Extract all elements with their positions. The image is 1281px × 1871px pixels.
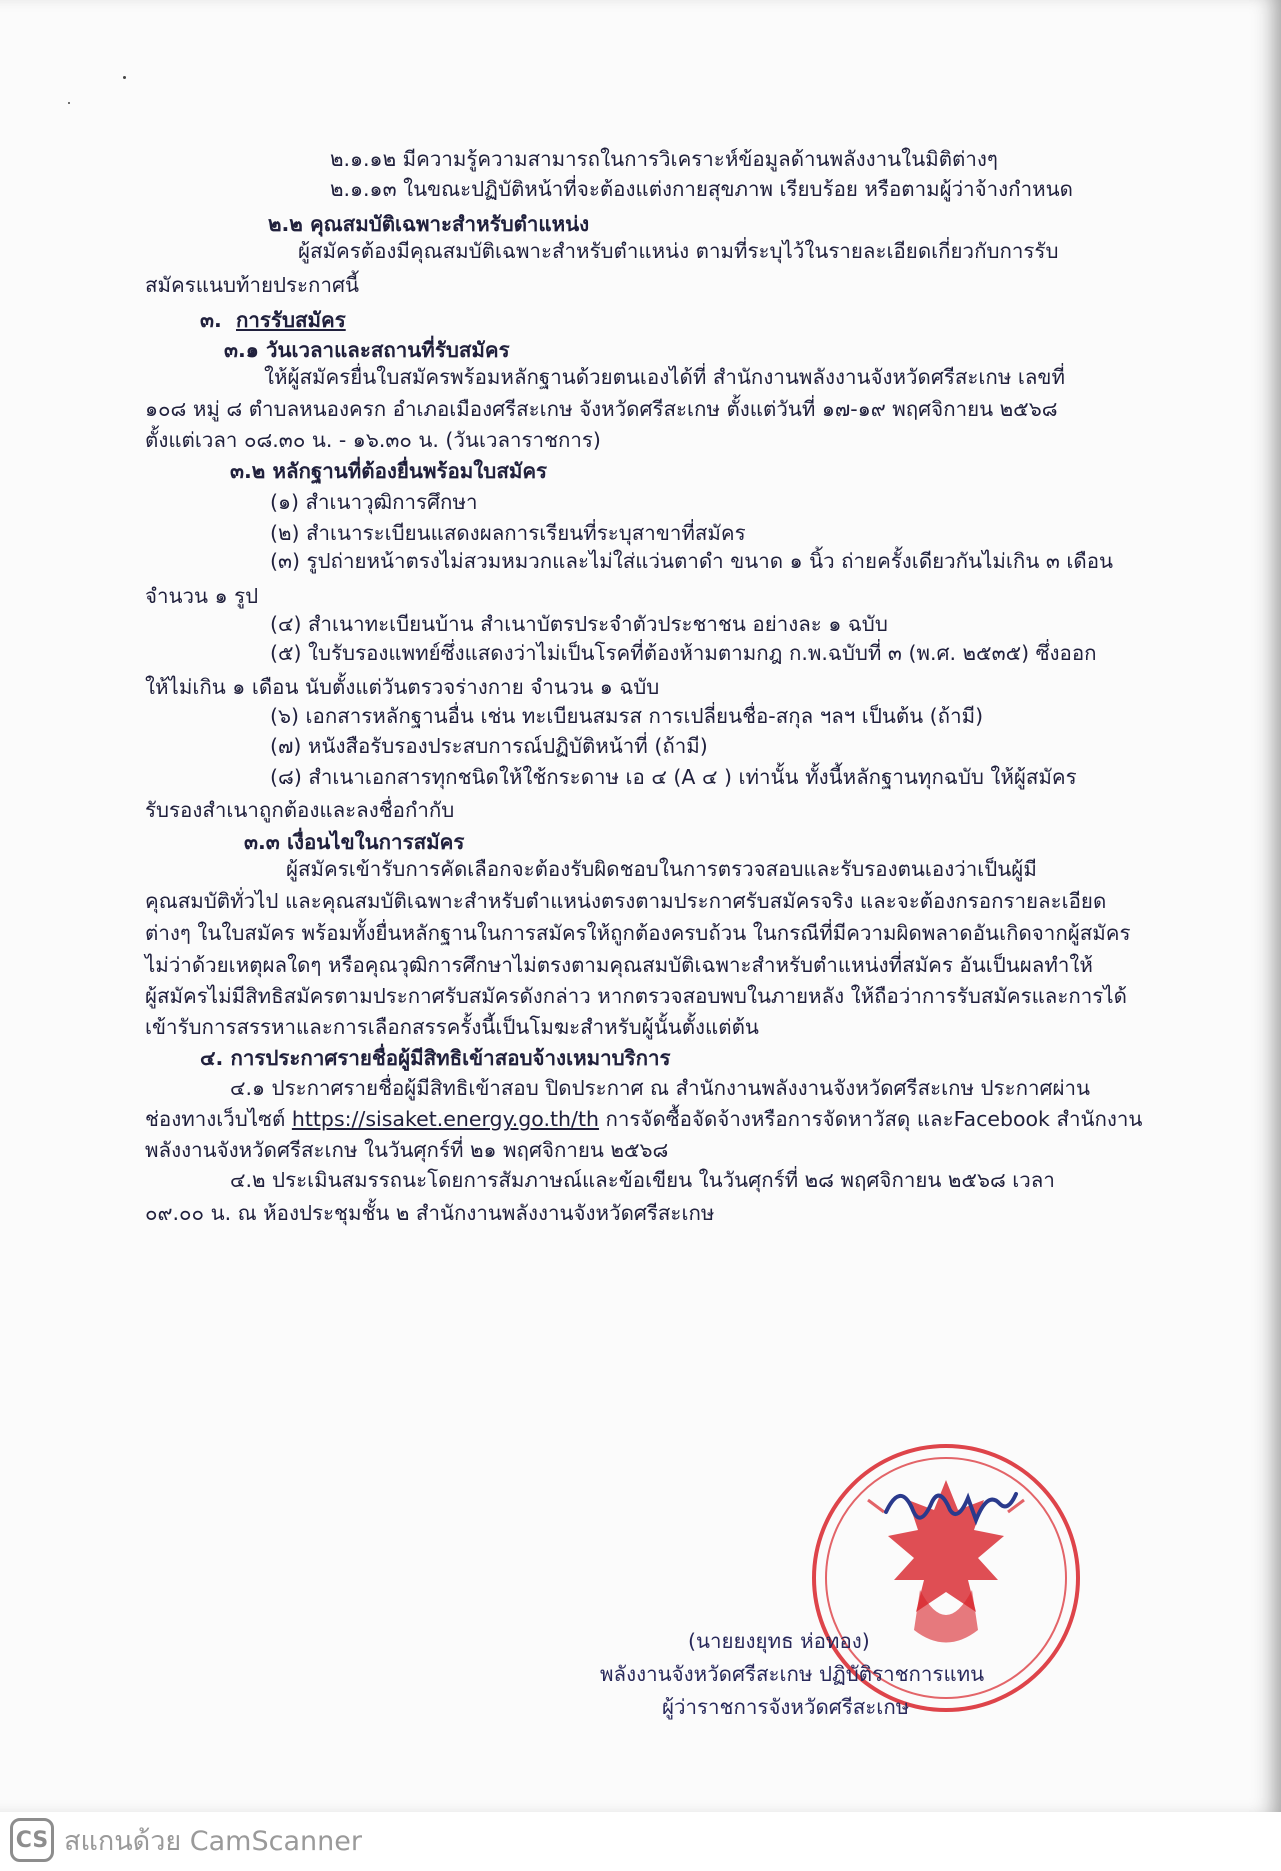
para-4-1-line2-suffix: การจัดซื้อจัดจ้างหรือการจัดหาวัสดุ และFacebook สำนักงาน	[598, 1107, 1143, 1131]
camscanner-logo-icon: CS	[10, 1818, 54, 1862]
doc-item-6: (๖) เอกสารหลักฐานอื่น เช่น ทะเบียนสมรส การเปลี่ยนชื่อ-สกุล ฯลฯ เป็นต้น (ถ้ามี)	[270, 704, 984, 728]
heading-3-1: ๓.๑ วันเวลาและสถานที่รับสมัคร	[224, 338, 510, 362]
para-3-1-line2: ๑๐๘ หมู่ ๘ ตำบลหนองครก อำเภอเมืองศรีสะเกษ จังหวัดศรีสะเกษ ตั้งแต่วันที่ ๑๗-๑๙ พฤศจิกายน ๒๕๖๘	[145, 397, 1058, 421]
signatory-position: พลังงานจังหวัดศรีสะเกษ ปฏิบัติราชการแทน	[600, 1662, 985, 1686]
doc-item-4: (๔) สำเนาทะเบียนบ้าน สำเนาบัตรประจำตัวประชาชน อย่างละ ๑ ฉบับ	[270, 612, 888, 636]
camscanner-footer	[10, 1818, 362, 1862]
scan-speck	[123, 76, 126, 79]
para-3-1-line1: ให้ผู้สมัครยื่นใบสมัครพร้อมหลักฐานด้วยตนเองได้ที่ สำนักงานพลังงานจังหวัดศรีสะเกษ เลขที่	[264, 365, 1065, 389]
handwritten-signature	[880, 1472, 1020, 1542]
signatory-position-2: ผู้ว่าราชการจังหวัดศรีสะเกษ	[662, 1695, 910, 1719]
heading-4: ๔. การประกาศรายชื่อผู้มีสิทธิเข้าสอบจ้างเหมาบริการ	[200, 1046, 671, 1070]
item-2-1-12: ๒.๑.๑๒ มีความรู้ความสามารถในการวิเคราะห์ข้อมูลด้านพลังงานในมิติต่างๆ	[330, 147, 998, 171]
para-4-1-line1: ๔.๑ ประกาศรายชื่อผู้มีสิทธิเข้าสอบ ปิดประกาศ ณ สำนักงานพลังงานจังหวัดศรีสะเกษ ประกาศผ่าน	[230, 1076, 1091, 1100]
heading-3-number: ๓.	[200, 308, 222, 332]
scan-speck	[68, 102, 70, 104]
para-4-1-line3: พลังงานจังหวัดศรีสะเกษ ในวันศุกร์ที่ ๒๑ พฤศจิกายน ๒๕๖๘	[145, 1138, 669, 1162]
para-4-2-line2: ๐๙.๐๐ น. ณ ห้องประชุมชั้น ๒ สำนักงานพลังงานจังหวัดศรีสะเกษ	[145, 1201, 715, 1225]
para-3-3-line4: ไม่ว่าด้วยเหตุผลใดๆ หรือคุณวุฒิการศึกษาไม่ตรงตามคุณสมบัติเฉพาะสำหรับตำแหน่งที่สมัคร อันเป็นผลทำให้	[145, 953, 1093, 977]
doc-item-3-line1: (๓) รูปถ่ายหน้าตรงไม่สวมหมวกและไม่ใส่แว่นตาดำ ขนาด ๑ นิ้ว ถ่ายครั้งเดียวกันไม่เกิน ๓ เดือน	[270, 549, 1114, 573]
heading-3-3: ๓.๓ เงื่อนไขในการสมัคร	[244, 830, 465, 854]
heading-3: การรับสมัคร	[236, 308, 346, 332]
para-4-1-line2	[145, 1106, 1142, 1132]
doc-item-1: (๑) สำเนาวุฒิการศึกษา	[270, 490, 478, 514]
item-2-1-13: ๒.๑.๑๓ ในขณะปฏิบัติหน้าที่จะต้องแต่งกายสุขภาพ เรียบร้อย หรือตามผู้ว่าจ้างกำหนด	[330, 177, 1073, 201]
para-3-3-line1: ผู้สมัครเข้ารับการคัดเลือกจะต้องรับผิดชอบในการตรวจสอบและรับรองตนเองว่าเป็นผู้มี	[286, 857, 1037, 881]
para-3-3-line5: ผู้สมัครไม่มีสิทธิสมัครตามประกาศรับสมัครดังกล่าว หากตรวจสอบพบในภายหลัง ให้ถือว่าการรับสมัครและการได้	[145, 984, 1127, 1008]
para-3-1-line3: ตั้งแต่เวลา ๐๘.๓๐ น. - ๑๖.๓๐ น. (วันเวลาราชการ)	[145, 428, 601, 452]
heading-2-2: ๒.๒ คุณสมบัติเฉพาะสำหรับตำแหน่ง	[268, 212, 590, 236]
para-3-3-line2: คุณสมบัติทั่วไป และคุณสมบัติเฉพาะสำหรับตำแหน่งตรงตามประกาศรับสมัครจริง และจะต้องกรอกรายละเอียด	[145, 889, 1107, 913]
doc-item-5-line2: ให้ไม่เกิน ๑ เดือน นับตั้งแต่วันตรวจร่างกาย จำนวน ๑ ฉบับ	[145, 675, 660, 699]
website-link[interactable]: https://sisaket.energy.go.th/th	[291, 1107, 599, 1131]
doc-item-7: (๗) หนังสือรับรองประสบการณ์ปฏิบัติหน้าที่ (ถ้ามี)	[270, 734, 708, 758]
para-3-3-line6: เข้ารับการสรรหาและการเลือกสรรครั้งนี้เป็นโมฆะสำหรับผู้นั้นตั้งแต่ต้น	[145, 1015, 759, 1039]
doc-item-8-line2: รับรองสำเนาถูกต้องและลงชื่อกำกับ	[145, 798, 455, 822]
doc-item-5-line1: (๕) ใบรับรองแพทย์ซึ่งแสดงว่าไม่เป็นโรคที่ต้องห้ามตามกฎ ก.พ.ฉบับที่ ๓ (พ.ศ. ๒๕๓๕) ซึ่งออก	[270, 641, 1097, 665]
para-3-3-line3: ต่างๆ ในใบสมัคร พร้อมทั้งยื่นหลักฐานในการสมัครให้ถูกต้องครบถ้วน ในกรณีที่มีความผิดพลาดอันเกิดจากผู้สมัคร	[145, 921, 1131, 945]
para-2-2-line2: สมัครแนบท้ายประกาศนี้	[145, 273, 360, 297]
heading-3-2: ๓.๒ หลักฐานที่ต้องยื่นพร้อมใบสมัคร	[230, 459, 548, 483]
para-4-1-line2-prefix: ช่องทางเว็บไซต์	[145, 1107, 292, 1131]
doc-item-2: (๒) สำเนาระเบียนแสดงผลการเรียนที่ระบุสาขาที่สมัคร	[270, 521, 746, 545]
camscanner-text: สแกนด้วย CamScanner	[64, 1825, 362, 1857]
doc-item-8-line1: (๘) สำเนาเอกสารทุกชนิดให้ใช้กระดาษ เอ ๔ (A ๔ ) เท่านั้น ทั้งนี้หลักฐานทุกฉบับ ให้ผู้สมัคร	[270, 765, 1077, 789]
doc-item-3-line2: จำนวน ๑ รูป	[145, 584, 259, 608]
para-2-2-line1: ผู้สมัครต้องมีคุณสมบัติเฉพาะสำหรับตำแหน่ง ตามที่ระบุไว้ในรายละเอียดเกี่ยวกับการรับ	[298, 239, 1059, 263]
signatory-name: (นายยงยุทธ ห่อทอง)	[688, 1629, 870, 1653]
para-4-2-line1: ๔.๒ ประเมินสมรรถนะโดยการสัมภาษณ์และข้อเขียน ในวันศุกร์ที่ ๒๘ พฤศจิกายน ๒๕๖๘ เวลา	[230, 1168, 1055, 1192]
